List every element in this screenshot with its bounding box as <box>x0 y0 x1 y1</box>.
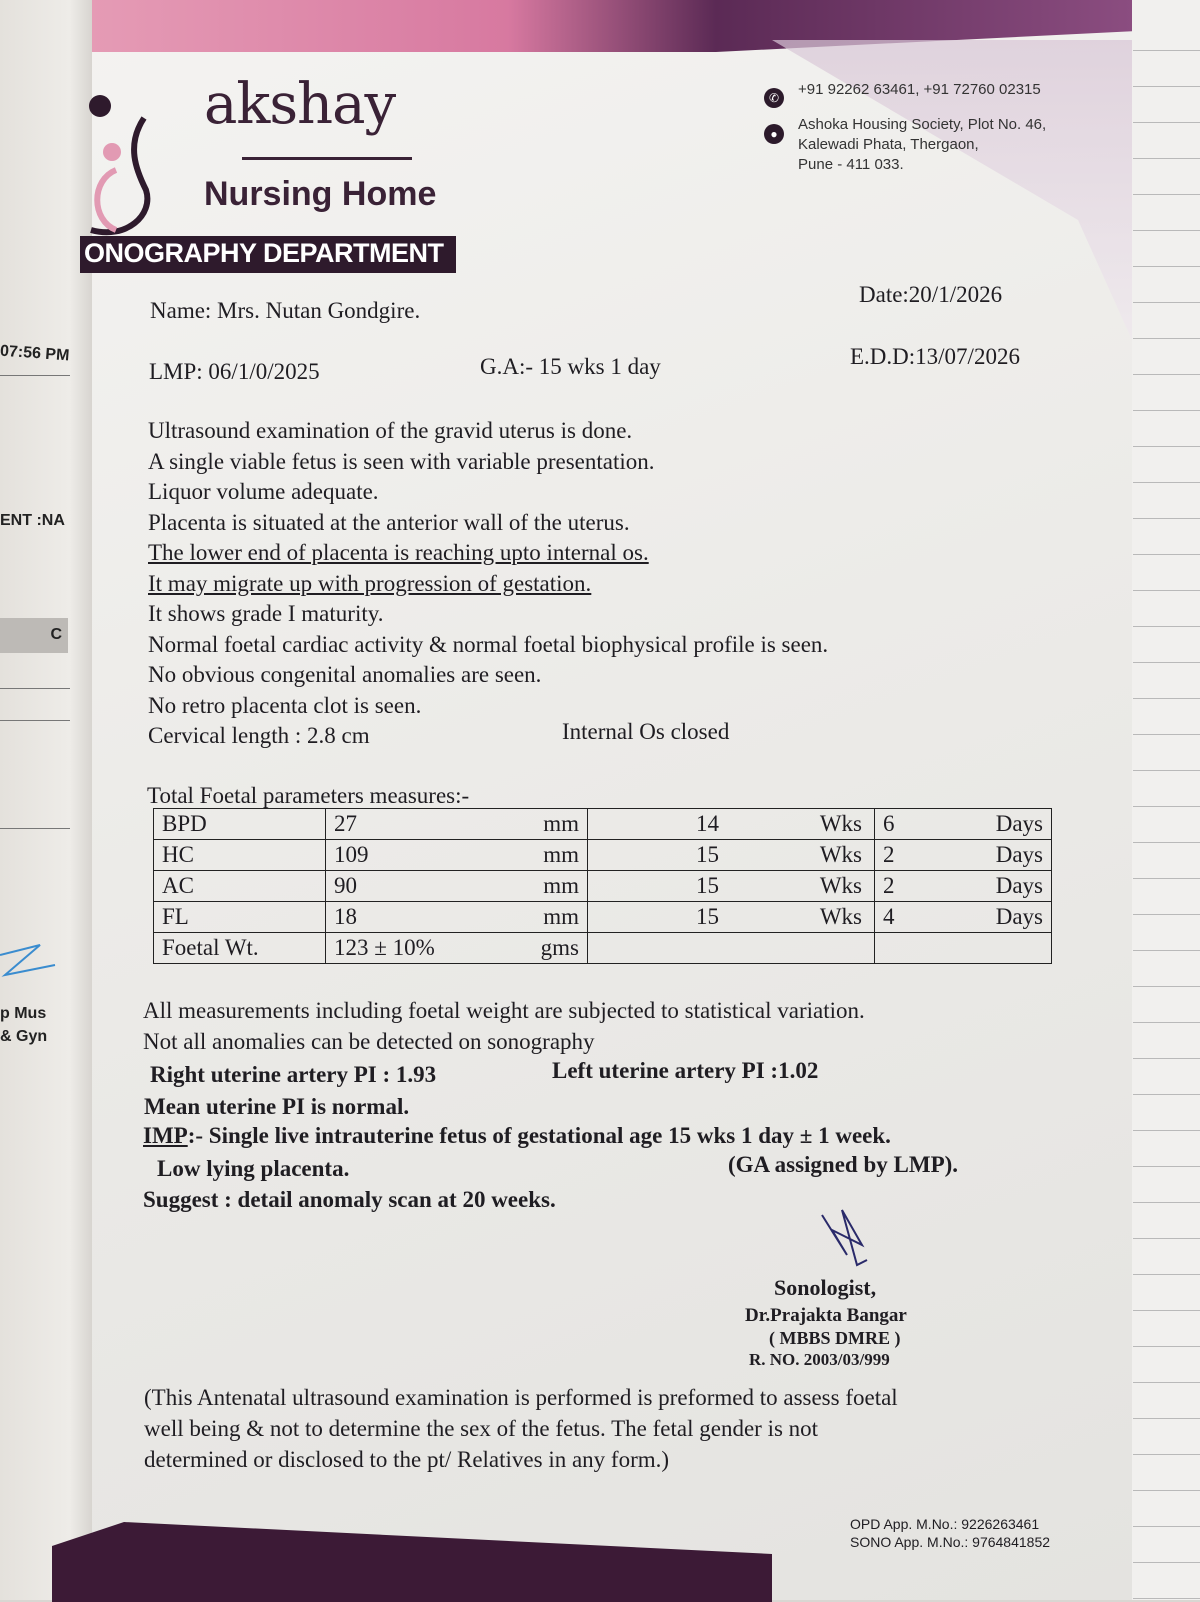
address: Ashoka Housing Society, Plot No. 46, Kalewadi Phata, Thergaon, Pune - 411 033. <box>798 116 1047 173</box>
lmp: LMP: 06/1/0/2025 <box>149 359 320 384</box>
table-cell <box>875 933 1052 964</box>
finding-line: A single viable fetus is seen with variable presentation. <box>148 448 655 474</box>
finding-line: It shows grade I maturity. <box>148 601 384 626</box>
finding-line: No obvious congenital anomalies are seen. <box>148 662 542 687</box>
table-row <box>154 871 1052 902</box>
table-cell: HC <box>154 840 326 871</box>
opd-number: OPD App. M.No.: 9226263461 <box>850 1516 1040 1532</box>
left-label: ENT :NA <box>0 512 65 529</box>
mean-uterine-pi: Mean uterine PI is normal. <box>144 1094 410 1119</box>
doctor-name: Dr.Prajakta Bangar <box>745 1305 907 1326</box>
right-uterine-pi: Right uterine artery PI : 1.93 <box>150 1062 437 1087</box>
sono-number: SONO App. M.No.: 9764841852 <box>850 1534 1051 1550</box>
table-cell: 27 mm <box>326 809 588 840</box>
finding-line: No retro placenta clot is seen. <box>148 692 422 718</box>
finding-line: Placenta is situated at the anterior wall of the uterus. <box>148 509 630 535</box>
department-banner: ONOGRAPHY DEPARTMENT <box>80 236 456 273</box>
left-uterine-pi: Left uterine artery PI :1.02 <box>552 1058 819 1083</box>
table-cell <box>588 933 875 964</box>
logo-wordmark: akshay <box>204 72 396 137</box>
table-cell: 90 mm <box>326 871 588 902</box>
finding-line: The lower end of placenta is reaching upto internal os. <box>148 540 649 565</box>
finding-line: Liquor volume adequate. <box>148 479 379 504</box>
background-notebook-right <box>1125 0 1200 1600</box>
left-cell: C <box>0 618 68 653</box>
disclaimer: (This Antenatal ultrasound examination is performed is preformed to assess foetal well being & not to determine the sex of the fetus. The fetal gender is not determined or disclosed to the pt/ Relatives in any form.) <box>144 1385 898 1472</box>
table-row <box>154 933 1052 964</box>
gestational-age: G.A:- 15 wks 1 day <box>480 354 661 379</box>
finding-line: Normal foetal cardiac activity & normal foetal biophysical profile is seen. <box>148 631 829 657</box>
finding-line: It may migrate up with progression of gestation. <box>148 570 592 596</box>
doctor-degree: ( MBBS DMRE ) <box>769 1328 901 1348</box>
impression: IMP:- Single live intrauterine fetus of gestational age 15 wks 1 day ± 1 week. <box>143 1123 891 1148</box>
table-cell: 14 Wks <box>588 809 875 840</box>
table-cell: 2 Days <box>875 840 1052 871</box>
table-cell: 4 Days <box>875 902 1052 933</box>
table-cell: 123 ± 10% gms <box>326 933 588 964</box>
params-title: Total Foetal parameters measures:- <box>147 783 470 808</box>
report-date: Date:20/1/2026 <box>859 282 1003 307</box>
table-row <box>154 840 1052 871</box>
signature <box>812 1205 882 1275</box>
table-cell: FL <box>154 902 326 933</box>
left-footer-1: p Mus <box>0 1005 47 1022</box>
foetal-parameters-table <box>153 808 1052 964</box>
phone-numbers: +91 92262 63461, +91 72760 02315 <box>798 81 1041 98</box>
impression-line2: Low lying placenta. <box>157 1156 350 1181</box>
finding-line: Ultrasound examination of the gravid uterus is done. <box>148 418 633 443</box>
phone-icon: ✆ <box>764 88 784 108</box>
left-footer-2: & Gyn <box>0 1028 48 1045</box>
table-cell: 2 Days <box>875 871 1052 902</box>
signature-title: Sonologist, <box>774 1275 877 1300</box>
table-row <box>154 809 1052 840</box>
location-pin-icon: ● <box>764 124 784 144</box>
table-cell: AC <box>154 871 326 902</box>
ga-note: (GA assigned by LMP). <box>728 1152 959 1177</box>
time-text: 07:56 PM <box>0 342 70 365</box>
table-cell: Foetal Wt. <box>154 933 326 964</box>
table-cell: 6 Days <box>875 809 1052 840</box>
registration-number: R. NO. 2003/03/999 <box>749 1350 890 1369</box>
cervical-length: Cervical length : 2.8 cm <box>148 723 370 748</box>
logo-mark <box>86 90 166 240</box>
footer-band <box>52 1522 772 1602</box>
table-cell: 15 Wks <box>588 871 875 902</box>
internal-os: Internal Os closed <box>562 719 730 744</box>
findings <box>148 416 828 752</box>
table-cell: 15 Wks <box>588 840 875 871</box>
table-row <box>154 902 1052 933</box>
table-cell: 109 mm <box>326 840 588 871</box>
table-cell: 18 mm <box>326 902 588 933</box>
suggestion: Suggest : detail anomaly scan at 20 weeks. <box>143 1187 556 1212</box>
report-page <box>84 0 1132 1600</box>
table-cell: 15 Wks <box>588 902 875 933</box>
pen-mark <box>0 935 60 985</box>
logo-subtitle: Nursing Home <box>204 175 437 213</box>
patient-name: Name: Mrs. Nutan Gondgire. <box>150 298 421 323</box>
edd: E.D.D:13/07/2026 <box>850 344 1020 369</box>
notes: All measurements including foetal weight are subjected to statistical variation. Not all anomalies can be detected on sonography <box>143 998 865 1054</box>
table-cell: BPD <box>154 809 326 840</box>
